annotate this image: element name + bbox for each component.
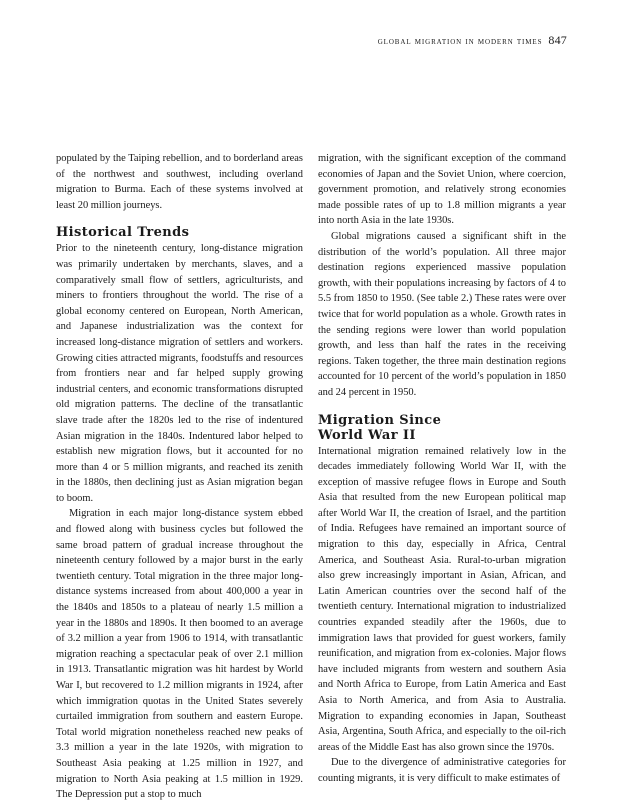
left-column <box>56 151 303 803</box>
paragraph-continued: migration, with the significant exception of the command economies of Japan and the Soviet Union, where coercion, government promotion, and relatively strong economies made possible rates of up to 1.8 million migrants a year into north Asia in the late 1930s. <box>318 153 566 227</box>
page-number: 847 <box>548 33 567 47</box>
paragraph: Prior to the nineteenth century, long-distance migration was primarily undertaken by merchants, slaves, and a comparatively small flow of settlers, agriculturists, and miners to frontiers throughout the world. The rise of a global economy centered on European, North American, and Japanese industrialization was the context for increased long-distance migration of settlers and workers. Growing cities attracted migrants, foodstuffs and resources from frontiers near and far helped supply growing industrial centers, and economic transformations disrupted old migration patterns. The decline of the transatlantic slave trade after the 1820s led to the rise of indentured Asian migration in the 1840s. Indentured labor helped to establish new migration flows, but it accounted for no more than 4 or 5 million migrants, and reached its zenith in the 1880s, then declining just as Asian migration began to boom. <box>56 243 303 504</box>
paragraph: Global migrations caused a significant shift in the distribution of the world’s population. All three major destination regions experienced massive population growth, with their populations increasing by factors of 4 to 5.5 from 1850 to 1950. (See table 2.) These rates were over twice that for world population as a whole. Growth rates in the sending regions were lower than world population growth, and less than half the rates in the receiving regions. Taken together, the three main destination regions accounted for 10 percent of the world’s population in 1850 and 24 percent in 1950. <box>318 230 566 398</box>
running-title: global migration in modern times <box>377 37 543 47</box>
section-heading-historical-trends: Historical Trends <box>56 225 190 241</box>
paragraph: Due to the divergence of administrative categories for counting migrants, it is very difficult to make estimates of <box>318 757 566 784</box>
paragraph: International migration remained relatively low in the decades immediately following World War II, with the exception of massive refugee flows in Europe and South Asia that resulted from the new European political map after World War II, the creation of Israel, and the partition of India. Refugees have remained an important source of migration to this day, especially in Africa, Central America, and Southeast Asia. Rural-to-urban migration also grew increasingly important in Asian, African, and Latin American countries over the second half of the twentieth century. International migration to industrialized countries expanded steadily after the 1960s, due to immigration laws that provided for guest workers, family reunification, and migration from ex-colonies. Major flows have included migrants from western and southern Asia and North Africa to Europe, from Latin America and East Asia to North America, and from Asia to Australia. Migration to expanding economies in Japan, Southeast Asia, Argentina, South Africa, and especially to the oil-rich areas of the Middle East has also grown since the 1970s. <box>318 445 566 753</box>
section-heading-migration-since-wwii <box>318 413 566 443</box>
right-column <box>318 151 566 787</box>
heading-line: Migration Since <box>318 412 442 428</box>
paragraph-continued: populated by the Taiping rebellion, and to borderland areas of the northwest and southwest, including overland migration to Burma. Each of these systems involved at least 20 million journeys. <box>56 153 303 211</box>
heading-line: World War II <box>318 427 416 443</box>
paragraph: Migration in each major long-distance system ebbed and flowed along with business cycles but followed the same broad pattern of gradual increase throughout the nineteenth century followed by a major burst in the early twentieth century. Total migration in the three major long-distance systems increased from about 400,000 a year in the 1840s and 1850s to a plateau of nearly 1.5 million a year in the 1880s and 1890s. It then boomed to an average of 3.2 million a year from 1906 to 1914, with transatlantic migration reaching a spectacular peak of over 2.1 million in 1913. Transatlantic migration was hit hardest by World War I, but recovered to 1.2 million migrants in 1924, after which immigration quotas in the United States severely curtailed immigration from southern and eastern Europe. Total world migration nonetheless reached new peaks of 3.3 million a year in the late 1920s, with migration to Southeast Asia peaking at 1.25 million in 1927, and migration to North Asia peaking at 1.5 million in 1929. The Depression put a stop to much <box>56 508 303 801</box>
running-head <box>378 33 567 48</box>
